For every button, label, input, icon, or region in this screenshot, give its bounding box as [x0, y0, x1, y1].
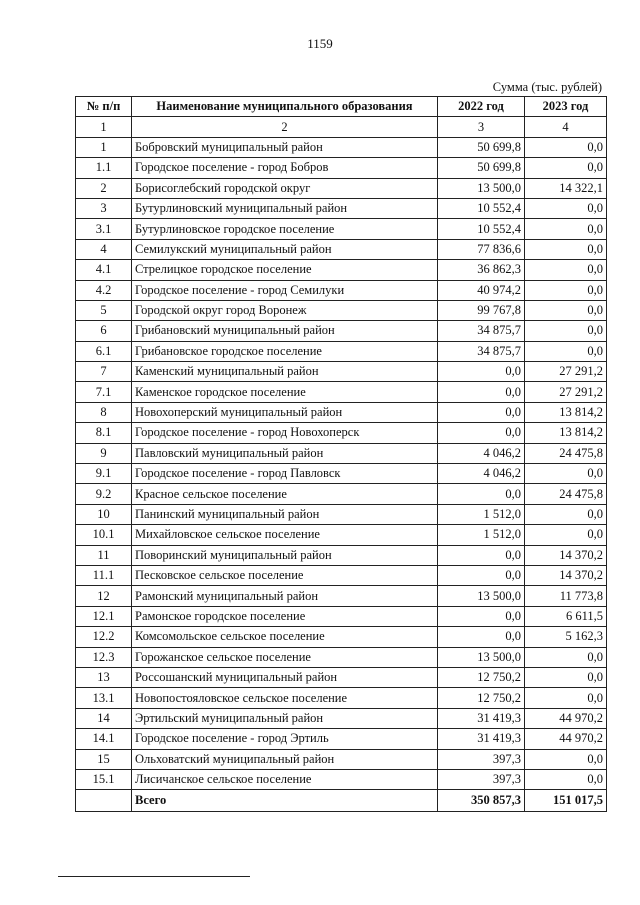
row-value-2023: 0,0	[525, 260, 607, 280]
row-value-2022: 0,0	[438, 484, 525, 504]
table-row	[76, 688, 607, 708]
table-row	[76, 627, 607, 647]
row-name: Городское поселение - город Павловск	[132, 464, 438, 484]
row-name: Комсомольское сельское поселение	[132, 627, 438, 647]
row-value-2023: 5 162,3	[525, 627, 607, 647]
table-row	[76, 382, 607, 402]
table-row	[76, 565, 607, 585]
table-row	[76, 769, 607, 789]
row-value-2022: 0,0	[438, 627, 525, 647]
header-name: Наименование муниципального образования	[132, 97, 438, 117]
row-value-2022: 0,0	[438, 606, 525, 626]
table-row	[76, 545, 607, 565]
row-number: 11.1	[76, 565, 132, 585]
row-value-2022: 12 750,2	[438, 667, 525, 687]
row-name: Бобровский муниципальный район	[132, 137, 438, 157]
row-value-2023: 0,0	[525, 321, 607, 341]
row-name: Панинский муниципальный район	[132, 504, 438, 524]
row-value-2022: 4 046,2	[438, 443, 525, 463]
row-number: 6.1	[76, 341, 132, 361]
row-value-2022: 31 419,3	[438, 729, 525, 749]
row-value-2022: 34 875,7	[438, 341, 525, 361]
table-row	[76, 749, 607, 769]
row-value-2022: 0,0	[438, 382, 525, 402]
table-row	[76, 729, 607, 749]
table-row	[76, 423, 607, 443]
row-value-2023: 0,0	[525, 464, 607, 484]
header-num: № п/п	[76, 97, 132, 117]
row-value-2022: 397,3	[438, 749, 525, 769]
row-name: Каменский муниципальный район	[132, 362, 438, 382]
row-value-2023: 0,0	[525, 219, 607, 239]
column-index: 3	[438, 117, 525, 137]
row-value-2023: 11 773,8	[525, 586, 607, 606]
row-name: Россошанский муниципальный район	[132, 667, 438, 687]
row-value-2023: 24 475,8	[525, 443, 607, 463]
table-row	[76, 606, 607, 626]
units-caption: Сумма (тыс. рублей)	[492, 80, 602, 94]
row-number: 2	[76, 178, 132, 198]
table-row	[76, 504, 607, 524]
row-name: Грибановское городское поселение	[132, 341, 438, 361]
table-row	[76, 219, 607, 239]
row-number: 10.1	[76, 525, 132, 545]
row-value-2022: 0,0	[438, 423, 525, 443]
table-body	[76, 137, 607, 790]
row-name: Рамонское городское поселение	[132, 606, 438, 626]
row-value-2023: 27 291,2	[525, 382, 607, 402]
row-value-2022: 99 767,8	[438, 300, 525, 320]
page-number: 1159	[307, 36, 333, 51]
table-row	[76, 647, 607, 667]
row-number: 7	[76, 362, 132, 382]
row-value-2023: 0,0	[525, 769, 607, 789]
row-value-2022: 1 512,0	[438, 525, 525, 545]
row-value-2022: 10 552,4	[438, 198, 525, 218]
row-value-2023: 13 814,2	[525, 402, 607, 422]
row-number: 8.1	[76, 423, 132, 443]
row-number: 14	[76, 708, 132, 728]
row-value-2022: 36 862,3	[438, 260, 525, 280]
row-number: 12.3	[76, 647, 132, 667]
row-name: Грибановский муниципальный район	[132, 321, 438, 341]
table-row	[76, 525, 607, 545]
total-2023: 151 017,5	[525, 790, 607, 812]
row-name: Поворинский муниципальный район	[132, 545, 438, 565]
row-name: Песковское сельское поселение	[132, 565, 438, 585]
row-name: Городское поселение - город Эртиль	[132, 729, 438, 749]
row-value-2022: 4 046,2	[438, 464, 525, 484]
table-row	[76, 321, 607, 341]
table-row	[76, 586, 607, 606]
row-value-2023: 14 322,1	[525, 178, 607, 198]
row-value-2022: 40 974,2	[438, 280, 525, 300]
row-value-2023: 0,0	[525, 137, 607, 157]
row-number: 4.2	[76, 280, 132, 300]
table-row	[76, 667, 607, 687]
row-value-2022: 0,0	[438, 545, 525, 565]
row-name: Стрелицкое городское поселение	[132, 260, 438, 280]
header-2022: 2022 год	[438, 97, 525, 117]
row-number: 14.1	[76, 729, 132, 749]
row-name: Бутурлиновское городское поселение	[132, 219, 438, 239]
table-row	[76, 239, 607, 259]
row-name: Ольховатский муниципальный район	[132, 749, 438, 769]
row-value-2023: 24 475,8	[525, 484, 607, 504]
row-name: Городское поселение - город Бобров	[132, 158, 438, 178]
row-name: Городское поселение - город Новохоперск	[132, 423, 438, 443]
row-value-2023: 13 814,2	[525, 423, 607, 443]
row-value-2022: 50 699,8	[438, 137, 525, 157]
table-row	[76, 280, 607, 300]
total-row	[76, 790, 607, 812]
budget-table	[75, 96, 607, 812]
row-name: Эртильский муниципальный район	[132, 708, 438, 728]
row-value-2023: 44 970,2	[525, 729, 607, 749]
row-value-2022: 13 500,0	[438, 586, 525, 606]
row-name: Красное сельское поселение	[132, 484, 438, 504]
row-name: Рамонский муниципальный район	[132, 586, 438, 606]
row-value-2022: 31 419,3	[438, 708, 525, 728]
row-number: 3	[76, 198, 132, 218]
row-number: 4	[76, 239, 132, 259]
row-number: 1.1	[76, 158, 132, 178]
row-name: Михайловское сельское поселение	[132, 525, 438, 545]
row-name: Городской округ город Воронеж	[132, 300, 438, 320]
row-name: Городское поселение - город Семилуки	[132, 280, 438, 300]
row-value-2023: 27 291,2	[525, 362, 607, 382]
row-number: 3.1	[76, 219, 132, 239]
row-value-2023: 0,0	[525, 198, 607, 218]
row-number: 13.1	[76, 688, 132, 708]
row-value-2022: 13 500,0	[438, 647, 525, 667]
row-number: 10	[76, 504, 132, 524]
row-value-2023: 44 970,2	[525, 708, 607, 728]
row-value-2023: 0,0	[525, 300, 607, 320]
header-row	[76, 97, 607, 117]
table-row	[76, 178, 607, 198]
row-name: Семилукский муниципальный район	[132, 239, 438, 259]
row-number: 15.1	[76, 769, 132, 789]
row-value-2023: 0,0	[525, 280, 607, 300]
row-value-2022: 77 836,6	[438, 239, 525, 259]
row-name: Каменское городское поселение	[132, 382, 438, 402]
row-value-2022: 34 875,7	[438, 321, 525, 341]
row-value-2023: 0,0	[525, 525, 607, 545]
row-number: 8	[76, 402, 132, 422]
footnote-rule	[58, 876, 250, 877]
row-value-2022: 12 750,2	[438, 688, 525, 708]
row-value-2023: 14 370,2	[525, 565, 607, 585]
row-name: Горожанское сельское поселение	[132, 647, 438, 667]
row-number: 9.1	[76, 464, 132, 484]
row-value-2022: 10 552,4	[438, 219, 525, 239]
table-row	[76, 443, 607, 463]
row-value-2023: 0,0	[525, 341, 607, 361]
table-row	[76, 484, 607, 504]
total-label: Всего	[132, 790, 438, 812]
row-number: 15	[76, 749, 132, 769]
row-value-2022: 1 512,0	[438, 504, 525, 524]
row-number: 12	[76, 586, 132, 606]
table-row	[76, 260, 607, 280]
row-number: 5	[76, 300, 132, 320]
row-name: Лисичанское сельское поселение	[132, 769, 438, 789]
row-name: Новопостояловское сельское поселение	[132, 688, 438, 708]
row-value-2023: 0,0	[525, 158, 607, 178]
row-value-2022: 0,0	[438, 362, 525, 382]
column-index: 1	[76, 117, 132, 137]
row-value-2023: 0,0	[525, 239, 607, 259]
column-index-row	[76, 117, 607, 137]
total-num-cell	[76, 790, 132, 812]
row-value-2023: 14 370,2	[525, 545, 607, 565]
table-row	[76, 708, 607, 728]
row-number: 7.1	[76, 382, 132, 402]
total-2022: 350 857,3	[438, 790, 525, 812]
row-number: 1	[76, 137, 132, 157]
table-row	[76, 402, 607, 422]
row-value-2023: 0,0	[525, 647, 607, 667]
row-value-2022: 13 500,0	[438, 178, 525, 198]
row-value-2023: 0,0	[525, 688, 607, 708]
row-number: 12.1	[76, 606, 132, 626]
row-value-2023: 0,0	[525, 504, 607, 524]
row-value-2022: 0,0	[438, 565, 525, 585]
row-number: 13	[76, 667, 132, 687]
row-value-2022: 50 699,8	[438, 158, 525, 178]
row-number: 12.2	[76, 627, 132, 647]
row-number: 6	[76, 321, 132, 341]
row-name: Бутурлиновский муниципальный район	[132, 198, 438, 218]
row-value-2023: 6 611,5	[525, 606, 607, 626]
table-row	[76, 464, 607, 484]
row-name: Борисоглебский городской округ	[132, 178, 438, 198]
row-name: Павловский муниципальный район	[132, 443, 438, 463]
column-index: 4	[525, 117, 607, 137]
table-row	[76, 158, 607, 178]
row-value-2023: 0,0	[525, 749, 607, 769]
table-row	[76, 300, 607, 320]
table-row	[76, 137, 607, 157]
row-number: 11	[76, 545, 132, 565]
column-index: 2	[132, 117, 438, 137]
row-value-2022: 0,0	[438, 402, 525, 422]
row-value-2023: 0,0	[525, 667, 607, 687]
row-number: 9.2	[76, 484, 132, 504]
header-2023: 2023 год	[525, 97, 607, 117]
table-row	[76, 198, 607, 218]
row-number: 9	[76, 443, 132, 463]
row-value-2022: 397,3	[438, 769, 525, 789]
row-name: Новохоперский муниципальный район	[132, 402, 438, 422]
row-number: 4.1	[76, 260, 132, 280]
table-row	[76, 341, 607, 361]
table-row	[76, 362, 607, 382]
